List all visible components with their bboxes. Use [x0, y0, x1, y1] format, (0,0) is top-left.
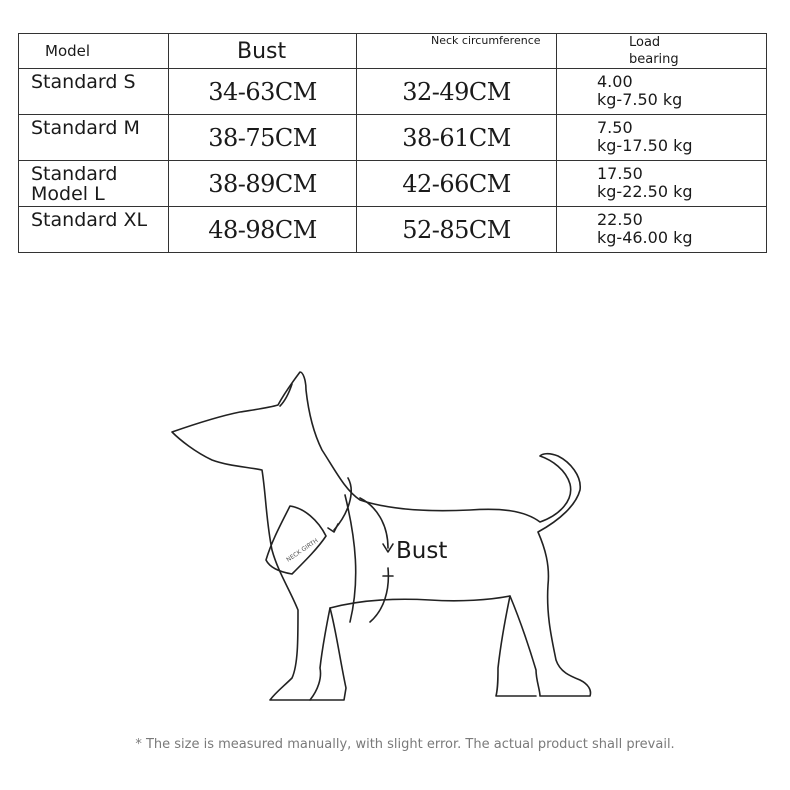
load-line2: kg-7.50 kg — [597, 90, 683, 109]
dog-measurement-illustration — [160, 365, 600, 725]
neck-cell: 52-85CM — [357, 207, 557, 253]
header-neck: Neck circumference — [357, 34, 557, 69]
load-line2: kg-46.00 kg — [597, 228, 693, 247]
dog-outline — [172, 372, 591, 700]
load-line1: 4.00 — [597, 72, 633, 91]
collar-label: NECK GIRTH — [285, 537, 320, 564]
model-cell: Standard S — [19, 69, 169, 115]
model-cell: Standard M — [19, 115, 169, 161]
bust-cell: 48-98CM — [169, 207, 357, 253]
table-header-row — [19, 34, 767, 69]
model-cell: Standard Model L — [19, 161, 169, 207]
header-load-line2: bearing — [629, 52, 679, 67]
bust-label: Bust — [396, 538, 448, 564]
neck-cell: 32-49CM — [357, 69, 557, 115]
header-load-line1: Load — [629, 35, 661, 50]
neck-cell: 42-66CM — [357, 161, 557, 207]
header-load-bearing — [557, 34, 767, 69]
neck-arrow-head — [328, 524, 338, 532]
neck-measure-arc — [334, 478, 351, 530]
load-line1: 7.50 — [597, 118, 633, 137]
header-bust: Bust — [169, 34, 357, 69]
bust-cell: 38-89CM — [169, 161, 357, 207]
table-row — [19, 207, 767, 253]
load-line2: kg-17.50 kg — [597, 136, 693, 155]
load-cell — [557, 161, 767, 207]
bust-cell: 34-63CM — [169, 69, 357, 115]
load-line1: 17.50 — [597, 164, 643, 183]
load-cell — [557, 69, 767, 115]
table-row — [19, 69, 767, 115]
table-row — [19, 115, 767, 161]
header-model: Model — [19, 34, 169, 69]
load-line1: 22.50 — [597, 210, 643, 229]
disclaimer-note: * The size is measured manually, with slight error. The actual product shall prevail. — [135, 737, 675, 752]
load-line2: kg-22.50 kg — [597, 182, 693, 201]
table-row — [19, 161, 767, 207]
load-cell — [557, 207, 767, 253]
dog-ear-line — [280, 384, 292, 406]
size-table — [18, 33, 767, 253]
bust-cell: 38-75CM — [169, 115, 357, 161]
neck-cell: 38-61CM — [357, 115, 557, 161]
load-cell — [557, 115, 767, 161]
model-cell: Standard XL — [19, 207, 169, 253]
